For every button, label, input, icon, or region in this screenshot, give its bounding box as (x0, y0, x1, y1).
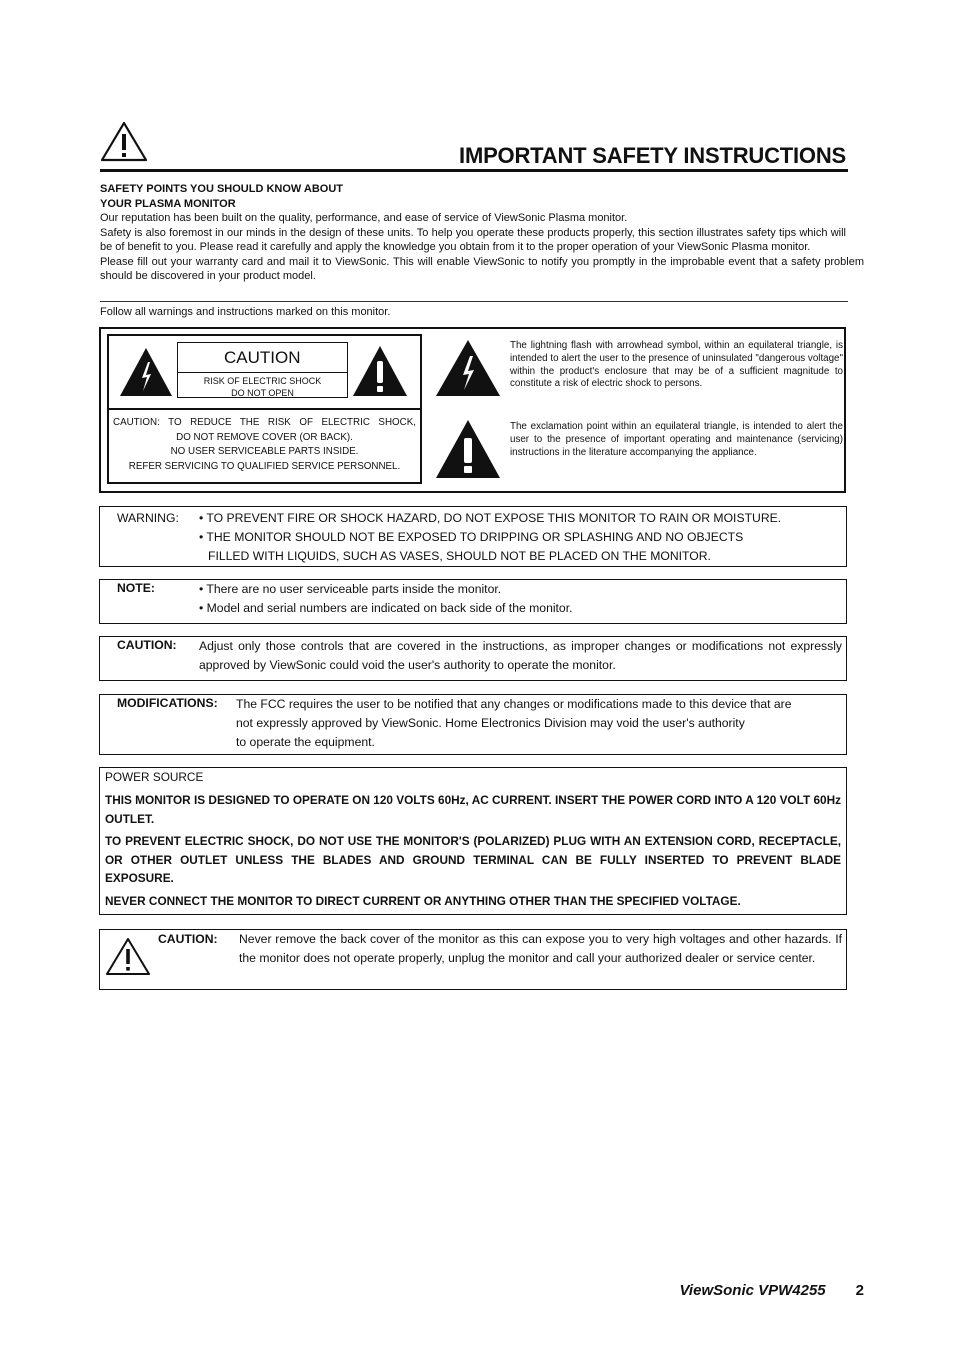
caution-label-text: CAUTION: (117, 638, 177, 652)
page-number: 2 (855, 1282, 864, 1299)
intro-divider (100, 301, 848, 302)
intro-heading-1: SAFETY POINTS YOU SHOULD KNOW ABOUT (100, 183, 344, 195)
caution-label-box (107, 334, 422, 484)
modifications-line-2: not expressly approved by ViewSonic. Home Electronics Division may void the user's authority (236, 716, 745, 730)
warning-line-1: • TO PREVENT FIRE OR SHOCK HAZARD, DO NOT EXPOSE THIS MONITOR TO RAIN OR MOISTURE. (199, 511, 782, 525)
warning-line-2: • THE MONITOR SHOULD NOT BE EXPOSED TO DRIPPING OR SPLASHING AND NO OBJECTS (199, 530, 744, 544)
lightning-symbol-description: The lightning flash with arrowhead symbol, within an equilateral triangle, is intended to alert the user to the presence of uninsulated "dangerous voltage" within the product's enclosure that may be of a sufficient magnitude to constitute a risk of electric shock to persons. (510, 340, 843, 390)
caution-label (177, 342, 348, 398)
power-source-heading: POWER SOURCE (105, 770, 204, 784)
note-label: NOTE: (117, 581, 155, 595)
power-source-paragraph-3: NEVER CONNECT THE MONITOR TO DIRECT CURRENT OR ANYTHING OTHER THAN THE SPECIFIED VOLTAGE. (105, 894, 741, 908)
caution-label-text (113, 416, 416, 474)
exclamation-symbol-description: The exclamation point within an equilateral triangle, is intended to alert the user to the presence of important operating and maintenance (servicing) instructions in the literature accompanying the appliance. (510, 421, 843, 458)
caution-label-title: CAUTION (178, 343, 347, 373)
lightning-triangle-icon (118, 346, 174, 398)
modifications-line-3: to operate the equipment. (236, 735, 375, 749)
modifications-label: MODIFICATIONS: (117, 696, 218, 710)
power-source-box (99, 767, 847, 915)
page-footer (600, 1282, 864, 1299)
modifications-box (99, 694, 847, 755)
caution-label-line-1: CAUTION: TO REDUCE THE RISK OF ELECTRIC SHOCK, (113, 417, 416, 428)
caution-label-line-2: DO NOT REMOVE COVER (OR BACK). (176, 431, 353, 443)
intro-paragraph-3: Please fill out your warranty card and mail it to ViewSonic. This will enable ViewSonic to notify you promptly in the improbable event that a safety problem should be discovered in your product model. (100, 255, 864, 282)
final-caution-body: Never remove the back cover of the monitor as this can expose you to very high voltages and other hazards. If the monitor does not operate properly, unplug the monitor and call your authorized dealer or service center. (239, 932, 842, 965)
intro-paragraph-1: Our reputation has been built on the quality, performance, and ease of service of ViewSonic Plasma monitor. (100, 212, 628, 224)
final-caution-box (99, 929, 847, 990)
exclamation-triangle-icon (351, 344, 409, 398)
caution-label-sub-1: RISK OF ELECTRIC SHOCK (203, 376, 322, 386)
title-divider (100, 169, 848, 172)
caution-label-top (109, 336, 420, 410)
footer-brand-model: ViewSonic VPW4255 (679, 1282, 826, 1299)
caution-box (99, 636, 847, 681)
intro-section (100, 182, 864, 284)
intro-paragraph-2: Safety is also foremost in our minds in the design of these units. To help you operate these products properly, this section illustrates safety tips which will be of benefit to you. Please read it carefully and apply the knowledge you obtain from it to the proper operation of your ViewSonic Plasma monitor. (100, 226, 846, 253)
final-caution-label: CAUTION: (158, 932, 218, 946)
caution-label-sub-2: DO NOT OPEN (231, 388, 294, 398)
caution-body: Adjust only those controls that are covered in the instructions, as improper changes or modifications not expressly approved by ViewSonic could void the user's authority to operate the monitor. (199, 639, 842, 672)
intro-heading-2: YOUR PLASMA MONITOR (100, 197, 236, 210)
note-line-2: • Model and serial numbers are indicated on back side of the monitor. (199, 601, 573, 615)
warning-label: WARNING: (117, 511, 179, 525)
note-box (99, 579, 847, 624)
page-title: IMPORTANT SAFETY INSTRUCTIONS (459, 143, 846, 168)
warning-triangle-icon (105, 936, 151, 976)
follow-warnings-text: Follow all warnings and instructions marked on this monitor. (100, 306, 391, 318)
power-source-paragraph-1: THIS MONITOR IS DESIGNED TO OPERATE ON 120 VOLTS 60Hz, AC CURRENT. INSERT THE POWER CORD INTO A 120 VOLT 60Hz OUTLET. (105, 793, 841, 826)
warning-triangle-icon (100, 120, 148, 162)
caution-label-line-3: NO USER SERVICEABLE PARTS INSIDE. (170, 446, 359, 457)
warning-line-3: FILLED WITH LIQUIDS, SUCH AS VASES, SHOULD NOT BE PLACED ON THE MONITOR. (208, 549, 711, 563)
power-source-paragraph-2: TO PREVENT ELECTRIC SHOCK, DO NOT USE THE MONITOR'S (POLARIZED) PLUG WITH AN EXTENSION CORD, RECEPTACLE, OR OTHER OUTLET UNLESS THE BLADES AND GROUND TERMINAL CAN BE FULLY INSERTED TO PREVENT BLADE EXPOSURE. (105, 834, 841, 885)
lightning-triangle-icon (434, 338, 502, 398)
exclamation-triangle-icon (434, 418, 502, 480)
caution-label-line-4: REFER SERVICING TO QUALIFIED SERVICE PERSONNEL. (128, 460, 401, 472)
note-line-1: • There are no user serviceable parts inside the monitor. (199, 582, 502, 596)
modifications-line-1: The FCC requires the user to be notified that any changes or modifications made to this device that are (236, 697, 792, 711)
warning-box (99, 506, 847, 567)
